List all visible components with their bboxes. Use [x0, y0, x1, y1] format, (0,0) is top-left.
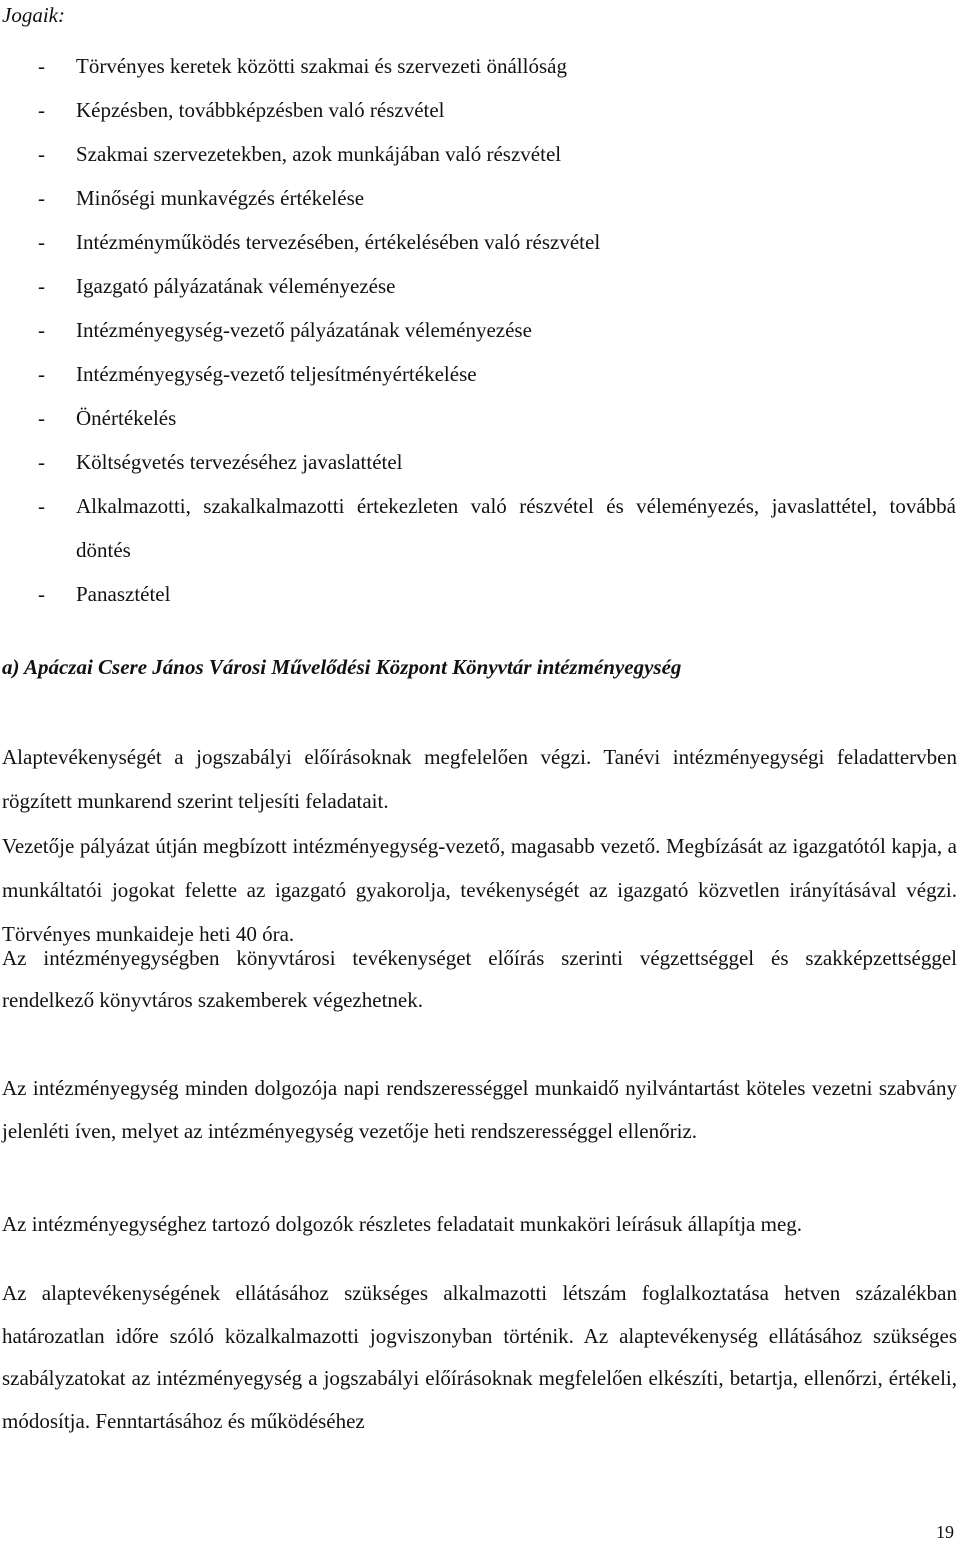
list-item: [0, 484, 960, 572]
list-item: [0, 308, 960, 352]
list-item: [0, 396, 960, 440]
paragraph: Alaptevékenységét a jogszabályi előírásoknak megfelelően végzi. Tanévi intézményegységi feladattervben rögzített munkarend szerint teljesíti feladatait.: [2, 745, 957, 813]
list-dash: -: [38, 142, 45, 166]
list-dash: -: [38, 494, 45, 518]
list-dash: -: [38, 230, 45, 254]
rights-list: [0, 44, 960, 616]
list-item-text: Panasztétel: [76, 582, 171, 606]
list-item-text: Intézményegység-vezető teljesítményértékelése: [76, 362, 477, 386]
list-dash: -: [38, 98, 45, 122]
paragraph: Vezetője pályázat útján megbízott intézményegység-vezető, magasabb vezető. Megbízását az igazgatótól kapja, a munkáltatói jogokat felette az igazgató gyakorolja, tevékenységét az igazgató közvetlen irányításával végzi. Törvényes munkaideje heti 40 óra.: [2, 834, 957, 946]
list-item-text: Képzésben, továbbképzésben való részvétel: [76, 98, 445, 122]
list-item-text: Intézményműködés tervezésében, értékelésében való részvétel: [76, 230, 601, 254]
list-item: [0, 264, 960, 308]
list-item: [0, 440, 960, 484]
list-item: [0, 220, 960, 264]
list-dash: -: [38, 582, 45, 606]
list-item-text: Minőségi munkavégzés értékelése: [76, 186, 365, 210]
paragraph: Az intézményegységben könyvtárosi tevékenységet előírás szerinti végzettséggel és szakképzettséggel rendelkező könyvtáros szakemberek végezhetnek.: [2, 946, 957, 1012]
list-item: [0, 352, 960, 396]
list-item-text: Törvényes keretek közötti szakmai és szervezeti önállóság: [76, 54, 567, 78]
list-item-text: Költségvetés tervezéséhez javaslattétel: [76, 450, 403, 474]
list-item: [0, 132, 960, 176]
paragraph: Az intézményegység minden dolgozója napi rendszerességgel munkaidő nyilvántartást köteles vezetni szabvány jelenléti íven, melyet az intézményegység vezetője heti rendszerességgel ellenőriz.: [2, 1076, 957, 1143]
paragraph: Az intézményegységhez tartozó dolgozók részletes feladatait munkaköri leírásuk állapítja meg.: [2, 1212, 803, 1236]
list-item: [0, 44, 960, 88]
list-item-text: Alkalmazotti, szakalkalmazotti értekezleten való részvétel és véleményezés, javaslattétel, továbbá döntés: [76, 494, 956, 562]
list-item: [0, 572, 960, 616]
list-item: [0, 88, 960, 132]
page-number: 19: [936, 1522, 954, 1542]
list-item-text: Intézményegység-vezető pályázatának véleményezése: [76, 318, 532, 342]
paragraph: Az alaptevékenységének ellátásához szükséges alkalmazotti létszám foglalkoztatása hetven százalékban határozatlan időre szóló közalkalmazotti jogviszonyban történik. Az alaptevékenység ellátásához szükséges szabályzatokat az intézményegység a jogszabályi előírásoknak megfelelően elkészíti, betartja, ellenőrzi, értékeli, módosítja. Fenntartásához és működéséhez: [2, 1281, 957, 1433]
list-item-text: Szakmai szervezetekben, azok munkájában való részvétel: [76, 142, 562, 166]
list-item-text: Igazgató pályázatának véleményezése: [76, 274, 396, 298]
list-dash: -: [38, 186, 45, 210]
list-item: [0, 176, 960, 220]
rights-heading: Jogaik:: [2, 3, 65, 27]
list-dash: -: [38, 318, 45, 342]
list-dash: -: [38, 450, 45, 474]
list-dash: -: [38, 406, 45, 430]
section-title: a) Apáczai Csere János Városi Művelődési Központ Könyvtár intézményegység: [2, 655, 682, 679]
list-item-text: Önértékelés: [76, 406, 177, 430]
list-dash: -: [38, 54, 45, 78]
list-dash: -: [38, 274, 45, 298]
list-dash: -: [38, 362, 45, 386]
